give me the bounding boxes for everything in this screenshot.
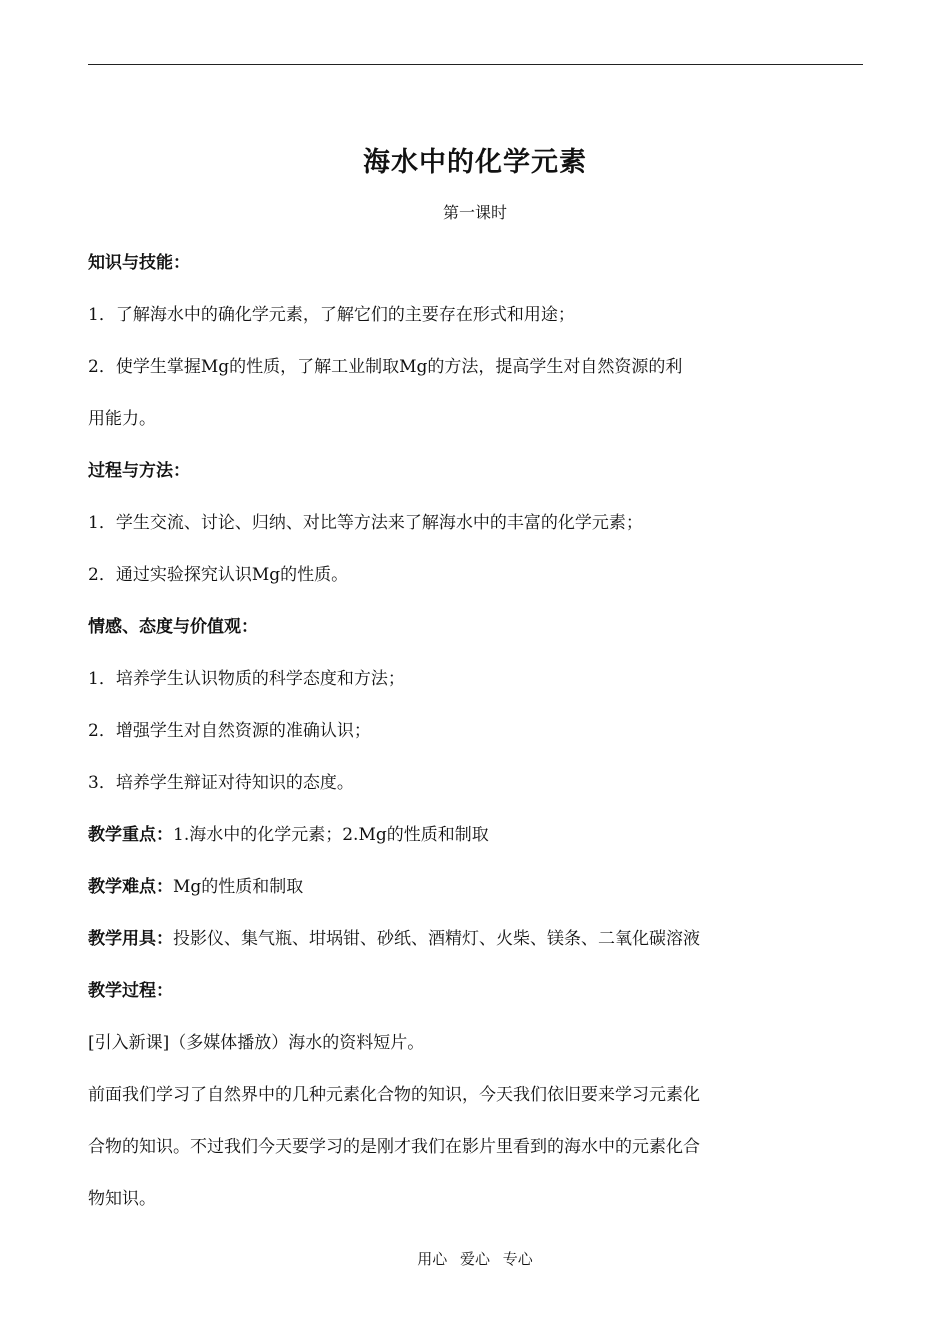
document-title: 海水中的化学元素 [363, 147, 587, 178]
paragraph-line: 物知识。 [88, 1189, 156, 1209]
header-rule [88, 64, 863, 65]
key-points-text: 1.海水中的化学元素；2.Mg的性质和制取 [173, 825, 489, 845]
section-heading-procedure: 教学过程： [88, 981, 173, 1001]
tools-line [88, 924, 868, 976]
paragraph-line: 2．使学生掌握Mg的性质，了解工业制取Mg的方法，提高学生对自然资源的利 [88, 357, 683, 377]
page-footer: 用心 爱心 专心 [417, 1250, 533, 1268]
key-points-label: 教学重点： [88, 825, 173, 845]
paragraph-line: 1．了解海水中的确化学元素，了解它们的主要存在形式和用途； [88, 305, 575, 325]
tools-text: 投影仪、集气瓶、坩埚钳、砂纸、酒精灯、火柴、镁条、二氧化碳溶液 [173, 929, 700, 949]
section-heading-process: 过程与方法： [88, 461, 190, 481]
difficulties-line [88, 872, 868, 924]
paragraph-line: 1．培养学生认识物质的科学态度和方法； [88, 669, 405, 689]
paragraph-line: 2．增强学生对自然资源的准确认识； [88, 721, 371, 741]
paragraph-line: 前面我们学习了自然界中的几种元素化合物的知识，今天我们依旧要来学习元素化 [88, 1085, 700, 1105]
document-subtitle: 第一课时 [442, 203, 507, 222]
paragraph-line: 3．培养学生辩证对待知识的态度。 [88, 773, 354, 793]
section-heading-knowledge: 知识与技能： [88, 253, 190, 273]
paragraph-line: 合物的知识。不过我们今天要学习的是刚才我们在影片里看到的海水中的元素化合 [88, 1137, 700, 1157]
difficulties-text: Mg的性质和制取 [173, 877, 304, 897]
paragraph-line: 1．学生交流、讨论、归纳、对比等方法来了解海水中的丰富的化学元素； [88, 513, 643, 533]
difficulties-label: 教学难点： [88, 877, 173, 897]
section-heading-emotion: 情感、态度与价值观： [88, 617, 258, 637]
paragraph-line: 2．通过实验探究认识Mg的性质。 [88, 565, 349, 585]
paragraph-line: 用能力。 [88, 409, 156, 429]
tools-label: 教学用具： [88, 929, 173, 949]
document-body [88, 248, 868, 1236]
key-points-line [88, 820, 868, 872]
paragraph-line: [引入新课]（多媒体播放）海水的资料短片。 [88, 1033, 425, 1053]
